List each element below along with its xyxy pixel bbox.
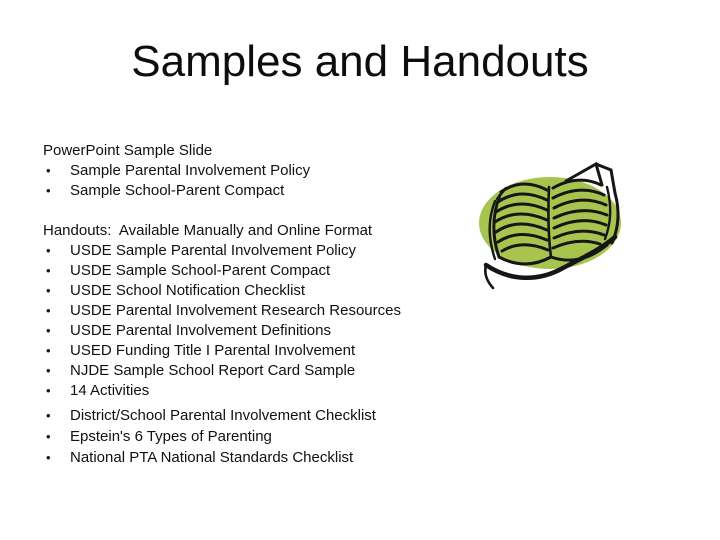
list-item-text: NJDE Sample School Report Card Sample [70, 362, 356, 379]
bullet-icon: • [46, 363, 51, 378]
extra-items-group [43, 405, 473, 468]
list-item [43, 161, 473, 181]
bullet-icon: • [46, 429, 51, 444]
list-item-text: USED Funding Title I Parental Involvement [70, 342, 356, 359]
list-item-text: Epstein's 6 Types of Parenting [70, 428, 272, 445]
list-item-text: USDE School Notification Checklist [70, 282, 306, 299]
list-item [43, 405, 473, 426]
bullet-icon: • [46, 450, 51, 465]
list-item [43, 181, 473, 201]
list-item-text: Sample School-Parent Compact [70, 182, 285, 199]
list-item [43, 426, 473, 447]
list-item [43, 361, 473, 381]
list-item [43, 381, 473, 401]
open-book-clipart [470, 155, 645, 305]
bullet-icon: • [46, 263, 51, 278]
bullet-icon: • [46, 323, 51, 338]
list-item-text: Sample Parental Involvement Policy [70, 162, 311, 179]
list-item-text: National PTA National Standards Checklist [70, 449, 354, 466]
bullet-icon: • [46, 408, 51, 423]
blank-line [43, 201, 473, 221]
list-item [43, 241, 473, 261]
bullet-icon: • [46, 383, 51, 398]
bullet-icon: • [46, 163, 51, 178]
handouts-heading: Handouts: Available Manually and Online Format [43, 222, 373, 239]
list-item [43, 301, 473, 321]
bullet-icon: • [46, 283, 51, 298]
list-item-text: USDE Parental Involvement Research Resources [70, 302, 401, 319]
list-item [43, 281, 473, 301]
bullet-icon: • [46, 343, 51, 358]
list-item [43, 261, 473, 281]
list-item-text: District/School Parental Involvement Checklist [70, 407, 376, 424]
body-text-block [43, 141, 473, 468]
bullet-icon: • [46, 303, 51, 318]
slide-title: Samples and Handouts [131, 37, 589, 86]
intro-heading: PowerPoint Sample Slide [43, 142, 213, 159]
list-item [43, 341, 473, 361]
bullet-icon: • [46, 183, 51, 198]
list-item-text: USDE Sample Parental Involvement Policy [70, 242, 356, 259]
list-item-text: USDE Parental Involvement Definitions [70, 322, 331, 339]
list-item [43, 447, 473, 468]
bullet-icon: • [46, 243, 51, 258]
list-item-text: USDE Sample School-Parent Compact [70, 262, 331, 279]
list-item-text: 14 Activities [70, 382, 150, 399]
list-item [43, 321, 473, 341]
open-book-icon [470, 155, 645, 305]
